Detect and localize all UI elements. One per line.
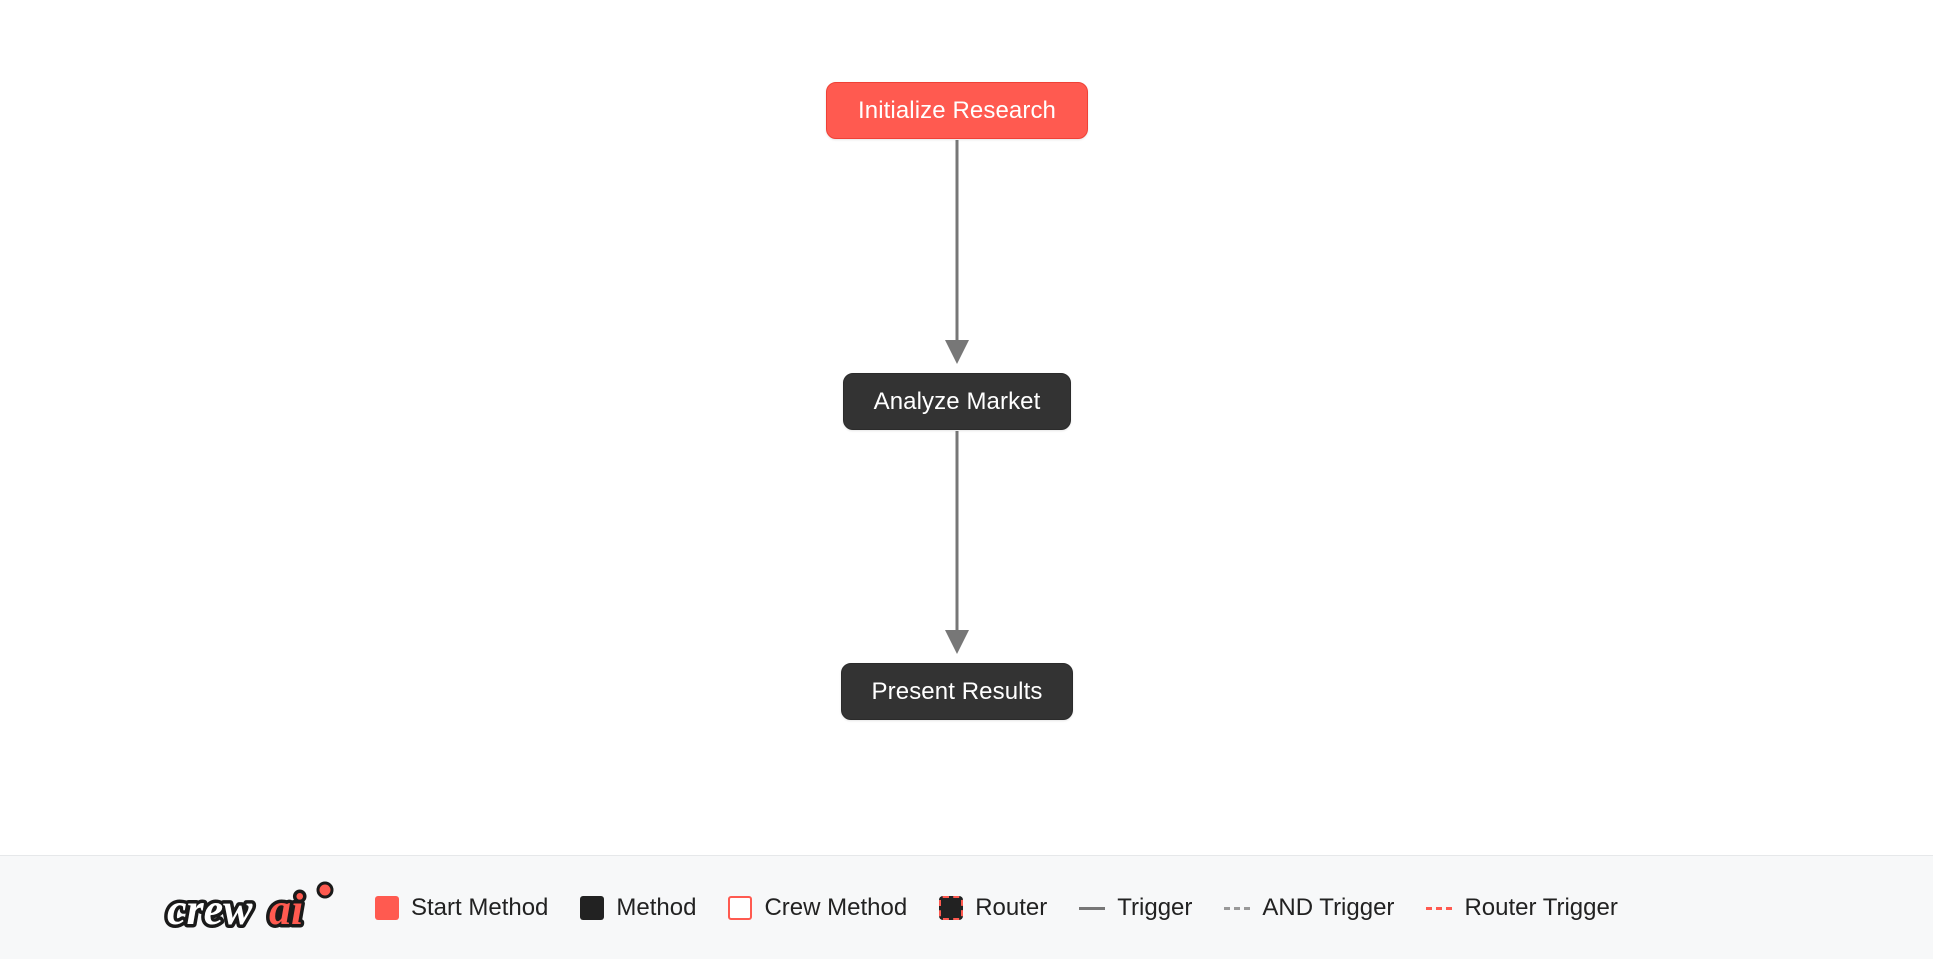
and-trigger-line-icon: [1224, 907, 1250, 910]
flow-node-label: Present Results: [871, 677, 1043, 705]
method-swatch-icon: [580, 896, 604, 920]
router-trigger-line-icon: [1426, 907, 1452, 910]
legend-label: Router Trigger: [1464, 894, 1618, 921]
legend-label: Crew Method: [764, 894, 908, 921]
trigger-line-icon: [1079, 907, 1105, 910]
legend-label: Start Method: [411, 894, 549, 921]
crewai-logo: [163, 878, 341, 938]
legend-item-start-method: [375, 894, 548, 922]
flow-node-label: Initialize Research: [858, 96, 1056, 124]
svg-text:crew: crew: [167, 885, 253, 934]
legend-item-router: [939, 894, 1047, 922]
router-swatch-icon: [939, 896, 963, 920]
legend-label: Method: [616, 894, 697, 921]
legend-bar: [0, 855, 1933, 959]
legend-label: AND Trigger: [1262, 894, 1395, 921]
svg-text:ai: ai: [269, 885, 304, 934]
crew-method-swatch-icon: [728, 896, 752, 920]
flow-node-present-results[interactable]: [841, 663, 1073, 720]
start-method-swatch-icon: [375, 896, 399, 920]
legend-item-trigger: [1079, 894, 1192, 922]
legend-item-and-trigger: [1224, 894, 1394, 922]
legend-item-router-trigger: [1426, 894, 1617, 922]
legend-items-container: [163, 878, 1618, 938]
legend-label: Router: [975, 894, 1048, 921]
flow-node-label: Analyze Market: [873, 387, 1041, 415]
legend-item-method: [580, 894, 696, 922]
flow-node-initialize-research[interactable]: [826, 82, 1088, 139]
legend-item-crew-method: [728, 894, 907, 922]
flow-node-analyze-market[interactable]: [843, 373, 1071, 430]
legend-label: Trigger: [1117, 894, 1193, 921]
